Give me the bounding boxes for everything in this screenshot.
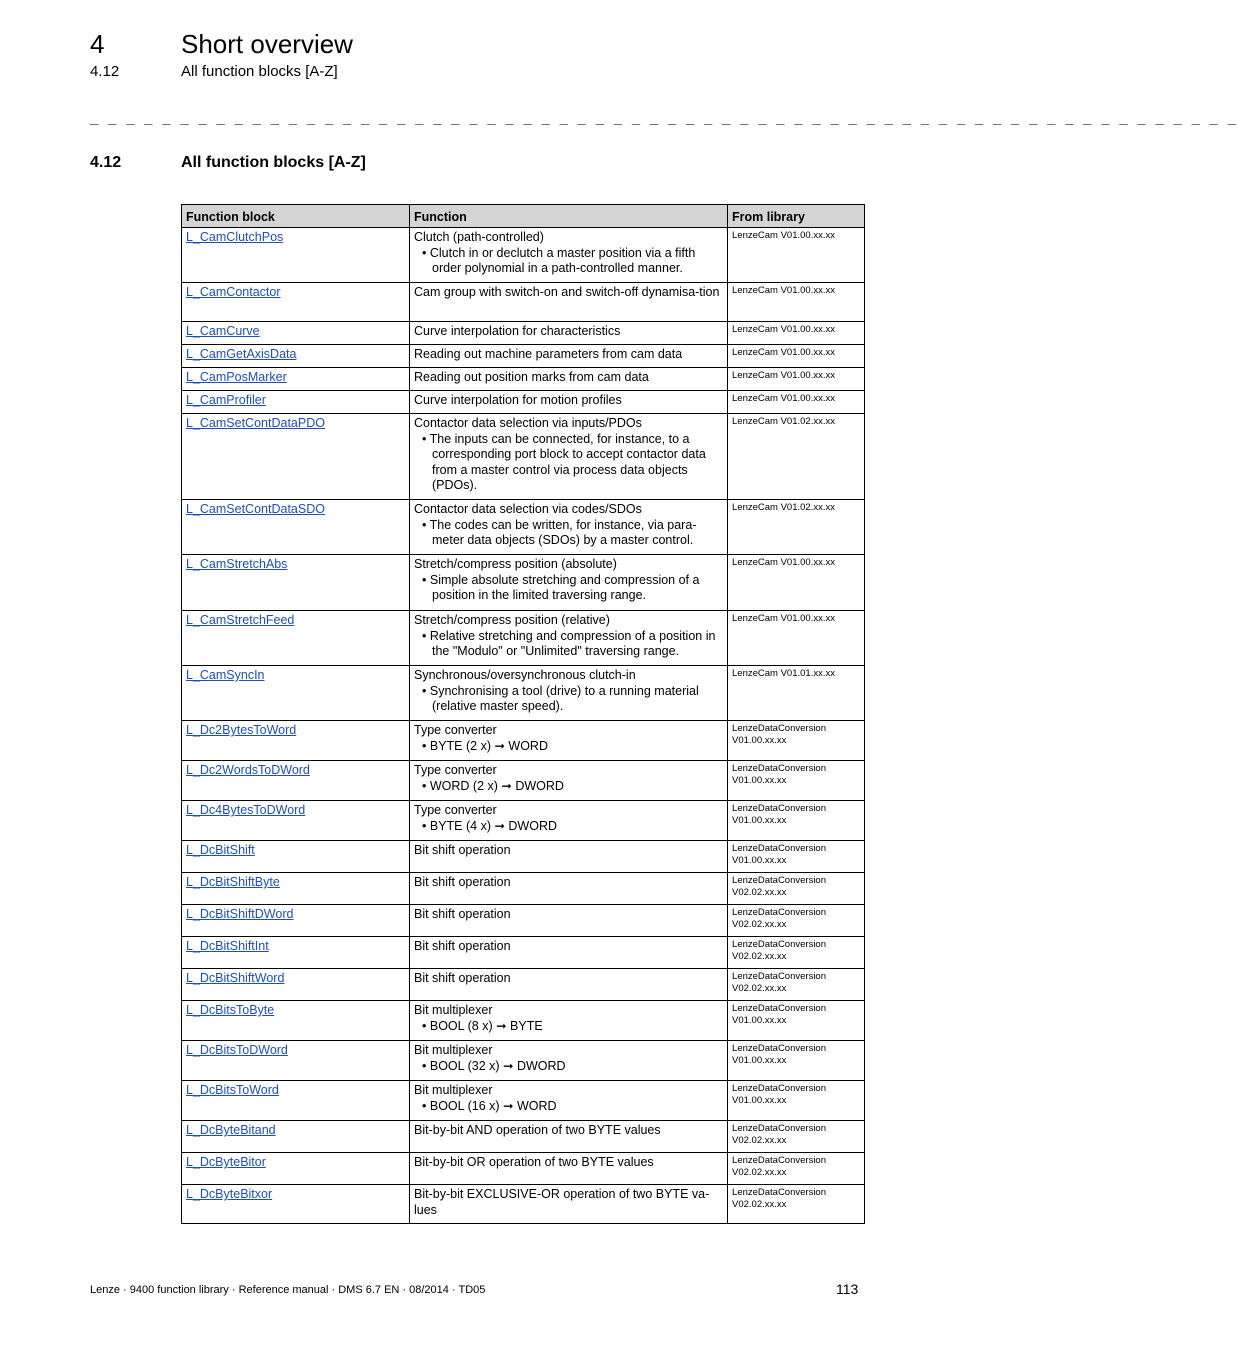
function-block-cell	[182, 1121, 410, 1153]
library-cell: LenzeDataConversion V01.00.xx.xx	[728, 1001, 865, 1041]
function-description: Bit shift operation	[414, 907, 511, 921]
function-description: Contactor data selection via codes/SDOs	[414, 502, 642, 516]
function-bullet: • BYTE (4 x) ➞ DWORD	[414, 819, 723, 835]
function-description: Reading out position marks from cam data	[414, 370, 649, 384]
header-section-number: 4.12	[90, 63, 120, 80]
library-cell: LenzeCam V01.00.xx.xx	[728, 555, 865, 611]
function-bullet: • BOOL (8 x) ➞ BYTE	[414, 1019, 723, 1035]
function-bullet: • BOOL (16 x) ➞ WORD	[414, 1099, 723, 1115]
table-row	[182, 969, 865, 1001]
dashed-rule: _ _ _ _ _ _ _ _ _ _ _ _ _ _ _ _ _ _ _ _ _ _ _ _ _ _ _ _ _ _ _ _ _ _ _ _ _ _ _ _ _ _ _ _ _ _ _ _ _ _ _ _ _ _ _ _ _ _ _ _ _ _ _ _	[90, 109, 1237, 125]
function-bullet: • BOOL (32 x) ➞ DWORD	[414, 1059, 723, 1075]
function-block-link[interactable]: L_DcBitsToByte	[186, 1003, 275, 1017]
section-title: All function blocks [A-Z]	[181, 154, 366, 171]
function-description: Bit shift operation	[414, 843, 511, 857]
function-bullet: • Relative stretching and compression of a position in the "Modulo" or "Unlimited" traversing range.	[414, 629, 723, 660]
function-cell	[410, 500, 728, 555]
function-bullet: • The inputs can be connected, for instance, to a corresponding port block to accept contactor data from a master control via process data objects (PDOs).	[414, 432, 723, 494]
table-row	[182, 801, 865, 841]
function-block-link[interactable]: L_Dc2BytesToWord	[186, 723, 297, 737]
function-block-cell	[182, 969, 410, 1001]
function-block-cell	[182, 228, 410, 283]
library-cell: LenzeDataConversion V01.00.xx.xx	[728, 1081, 865, 1121]
function-cell	[410, 1041, 728, 1081]
function-description: Bit multiplexer	[414, 1083, 493, 1097]
function-block-link[interactable]: L_DcBitShift	[186, 843, 255, 857]
function-description: Cam group with switch-on and switch-off dynamisa-tion	[414, 285, 720, 299]
library-cell: LenzeCam V01.00.xx.xx	[728, 611, 865, 666]
function-description: Type converter	[414, 803, 497, 817]
table-row	[182, 1153, 865, 1185]
function-block-cell	[182, 322, 410, 345]
function-blocks-table	[181, 204, 865, 1224]
function-block-link[interactable]: L_CamCurve	[186, 324, 260, 338]
function-block-cell	[182, 721, 410, 761]
function-block-cell	[182, 345, 410, 368]
library-cell: LenzeDataConversion V02.02.xx.xx	[728, 1185, 865, 1224]
function-cell	[410, 1121, 728, 1153]
function-block-link[interactable]: L_CamProfiler	[186, 393, 266, 407]
library-cell: LenzeDataConversion V02.02.xx.xx	[728, 937, 865, 969]
table-row	[182, 555, 865, 611]
function-block-link[interactable]: L_CamStretchAbs	[186, 557, 288, 571]
page-number: 113	[836, 1281, 859, 1297]
column-header-from-library: From library	[728, 205, 865, 228]
function-block-link[interactable]: L_Dc2WordsToDWord	[186, 763, 310, 777]
function-block-link[interactable]: L_CamSetContDataSDO	[186, 502, 325, 516]
function-block-link[interactable]: L_Dc4BytesToDWord	[186, 803, 306, 817]
function-block-cell	[182, 1185, 410, 1224]
table-row	[182, 905, 865, 937]
function-description: Bit shift operation	[414, 875, 511, 889]
function-block-cell	[182, 611, 410, 666]
function-description: Bit shift operation	[414, 939, 511, 953]
library-cell: LenzeCam V01.02.xx.xx	[728, 500, 865, 555]
function-cell	[410, 905, 728, 937]
function-cell	[410, 228, 728, 283]
function-block-cell	[182, 873, 410, 905]
function-cell	[410, 666, 728, 721]
table-row	[182, 841, 865, 873]
function-cell	[410, 345, 728, 368]
table-row	[182, 873, 865, 905]
function-block-link[interactable]: L_CamGetAxisData	[186, 347, 297, 361]
library-cell: LenzeDataConversion V02.02.xx.xx	[728, 969, 865, 1001]
function-bullet: • Clutch in or declutch a master position via a fifth order polynomial in a path-controlled manner.	[414, 246, 723, 277]
function-cell	[410, 414, 728, 500]
table-row	[182, 1121, 865, 1153]
function-cell	[410, 937, 728, 969]
function-description: Bit multiplexer	[414, 1043, 493, 1057]
function-cell	[410, 969, 728, 1001]
function-cell	[410, 322, 728, 345]
library-cell: LenzeCam V01.00.xx.xx	[728, 368, 865, 391]
function-description: Contactor data selection via inputs/PDOs	[414, 416, 642, 430]
chapter-number: 4	[90, 29, 105, 59]
function-block-cell	[182, 905, 410, 937]
function-block-cell	[182, 500, 410, 555]
function-block-cell	[182, 391, 410, 414]
table-body	[182, 228, 865, 1224]
function-block-cell	[182, 801, 410, 841]
table-row	[182, 283, 865, 322]
function-block-link[interactable]: L_DcByteBitand	[186, 1123, 276, 1137]
library-cell: LenzeCam V01.00.xx.xx	[728, 283, 865, 322]
function-block-link[interactable]: L_DcBitShiftWord	[186, 971, 285, 985]
table-row	[182, 1185, 865, 1224]
library-cell: LenzeCam V01.00.xx.xx	[728, 228, 865, 283]
function-description: Curve interpolation for characteristics	[414, 324, 621, 338]
chapter-title: Short overview	[181, 29, 353, 59]
function-description: Bit multiplexer	[414, 1003, 493, 1017]
function-block-link[interactable]: L_DcBitShiftDWord	[186, 907, 294, 921]
function-block-link[interactable]: L_DcBitShiftInt	[186, 939, 269, 953]
table-row	[182, 937, 865, 969]
table-row	[182, 500, 865, 555]
function-block-link[interactable]: L_DcBitShiftByte	[186, 875, 280, 889]
table-row	[182, 414, 865, 500]
function-description: Clutch (path-controlled)	[414, 230, 544, 244]
table-row	[182, 391, 865, 414]
table-row	[182, 1081, 865, 1121]
library-cell: LenzeDataConversion V02.02.xx.xx	[728, 1153, 865, 1185]
function-block-cell	[182, 1001, 410, 1041]
table-row	[182, 345, 865, 368]
function-description: Curve interpolation for motion profiles	[414, 393, 622, 407]
function-description: Stretch/compress position (absolute)	[414, 557, 617, 571]
table-row	[182, 1001, 865, 1041]
library-cell: LenzeDataConversion V01.00.xx.xx	[728, 761, 865, 801]
table-row	[182, 611, 865, 666]
library-cell: LenzeDataConversion V01.00.xx.xx	[728, 801, 865, 841]
function-description: Bit-by-bit OR operation of two BYTE values	[414, 1155, 654, 1169]
function-bullet: • Simple absolute stretching and compression of a position in the limited traversing range.	[414, 573, 723, 604]
function-cell	[410, 721, 728, 761]
function-block-cell	[182, 283, 410, 322]
function-block-cell	[182, 1041, 410, 1081]
function-cell	[410, 761, 728, 801]
function-description: Stretch/compress position (relative)	[414, 613, 610, 627]
function-bullet: • BYTE (2 x) ➞ WORD	[414, 739, 723, 755]
library-cell: LenzeCam V01.01.xx.xx	[728, 666, 865, 721]
function-block-cell	[182, 1153, 410, 1185]
function-block-cell	[182, 368, 410, 391]
function-block-link[interactable]: L_DcByteBitor	[186, 1155, 266, 1169]
function-description: Bit-by-bit EXCLUSIVE-OR operation of two BYTE va-lues	[414, 1187, 710, 1217]
table-row	[182, 721, 865, 761]
function-block-link[interactable]: L_DcBitsToWord	[186, 1083, 279, 1097]
function-cell	[410, 873, 728, 905]
table-row	[182, 666, 865, 721]
function-cell	[410, 1081, 728, 1121]
function-description: Type converter	[414, 723, 497, 737]
function-block-cell	[182, 937, 410, 969]
function-block-cell	[182, 761, 410, 801]
library-cell: LenzeDataConversion V02.02.xx.xx	[728, 1121, 865, 1153]
function-cell	[410, 368, 728, 391]
function-bullet: • Synchronising a tool (drive) to a running material (relative master speed).	[414, 684, 723, 715]
function-cell	[410, 1185, 728, 1224]
function-cell	[410, 1001, 728, 1041]
table-header-row	[182, 205, 865, 228]
function-block-cell	[182, 414, 410, 500]
header-section-title: All function blocks [A-Z]	[181, 63, 338, 80]
function-cell	[410, 841, 728, 873]
table-row	[182, 228, 865, 283]
function-block-cell	[182, 841, 410, 873]
library-cell: LenzeDataConversion V01.00.xx.xx	[728, 721, 865, 761]
function-cell	[410, 801, 728, 841]
section-number: 4.12	[90, 154, 122, 171]
function-cell	[410, 391, 728, 414]
function-bullet: • WORD (2 x) ➞ DWORD	[414, 779, 723, 795]
function-block-cell	[182, 1081, 410, 1121]
table-row	[182, 761, 865, 801]
function-block-link[interactable]: L_CamStretchFeed	[186, 613, 295, 627]
function-description: Synchronous/oversynchronous clutch-in	[414, 668, 636, 682]
function-block-link[interactable]: L_DcBitsToDWord	[186, 1043, 288, 1057]
function-block-cell	[182, 555, 410, 611]
function-description: Bit shift operation	[414, 971, 511, 985]
function-block-cell	[182, 666, 410, 721]
function-block-link[interactable]: L_CamPosMarker	[186, 370, 287, 384]
function-description: Bit-by-bit AND operation of two BYTE values	[414, 1123, 661, 1137]
table-row	[182, 322, 865, 345]
function-description: Type converter	[414, 763, 497, 777]
library-cell: LenzeDataConversion V02.02.xx.xx	[728, 905, 865, 937]
library-cell: LenzeCam V01.00.xx.xx	[728, 345, 865, 368]
function-block-link[interactable]: L_DcByteBitxor	[186, 1187, 273, 1201]
library-cell: LenzeCam V01.00.xx.xx	[728, 391, 865, 414]
library-cell: LenzeCam V01.00.xx.xx	[728, 322, 865, 345]
function-cell	[410, 555, 728, 611]
library-cell: LenzeDataConversion V01.00.xx.xx	[728, 1041, 865, 1081]
function-block-link[interactable]: L_CamSetContDataPDO	[186, 416, 325, 430]
table-row	[182, 1041, 865, 1081]
function-cell	[410, 611, 728, 666]
function-description: Reading out machine parameters from cam data	[414, 347, 683, 361]
column-header-function: Function	[410, 205, 728, 228]
library-cell: LenzeDataConversion V02.02.xx.xx	[728, 873, 865, 905]
footer-text: Lenze · 9400 function library · Reference manual · DMS 6.7 EN · 08/2014 · TD05	[90, 1284, 486, 1296]
function-block-link[interactable]: L_CamClutchPos	[186, 230, 284, 244]
library-cell: LenzeCam V01.02.xx.xx	[728, 414, 865, 500]
library-cell: LenzeDataConversion V01.00.xx.xx	[728, 841, 865, 873]
function-block-link[interactable]: L_CamContactor	[186, 285, 281, 299]
function-block-link[interactable]: L_CamSyncIn	[186, 668, 265, 682]
function-cell	[410, 283, 728, 322]
table-row	[182, 368, 865, 391]
function-cell	[410, 1153, 728, 1185]
column-header-function-block: Function block	[182, 205, 410, 228]
function-bullet: • The codes can be written, for instance, via para-meter data objects (SDOs) by a master control.	[414, 518, 723, 549]
